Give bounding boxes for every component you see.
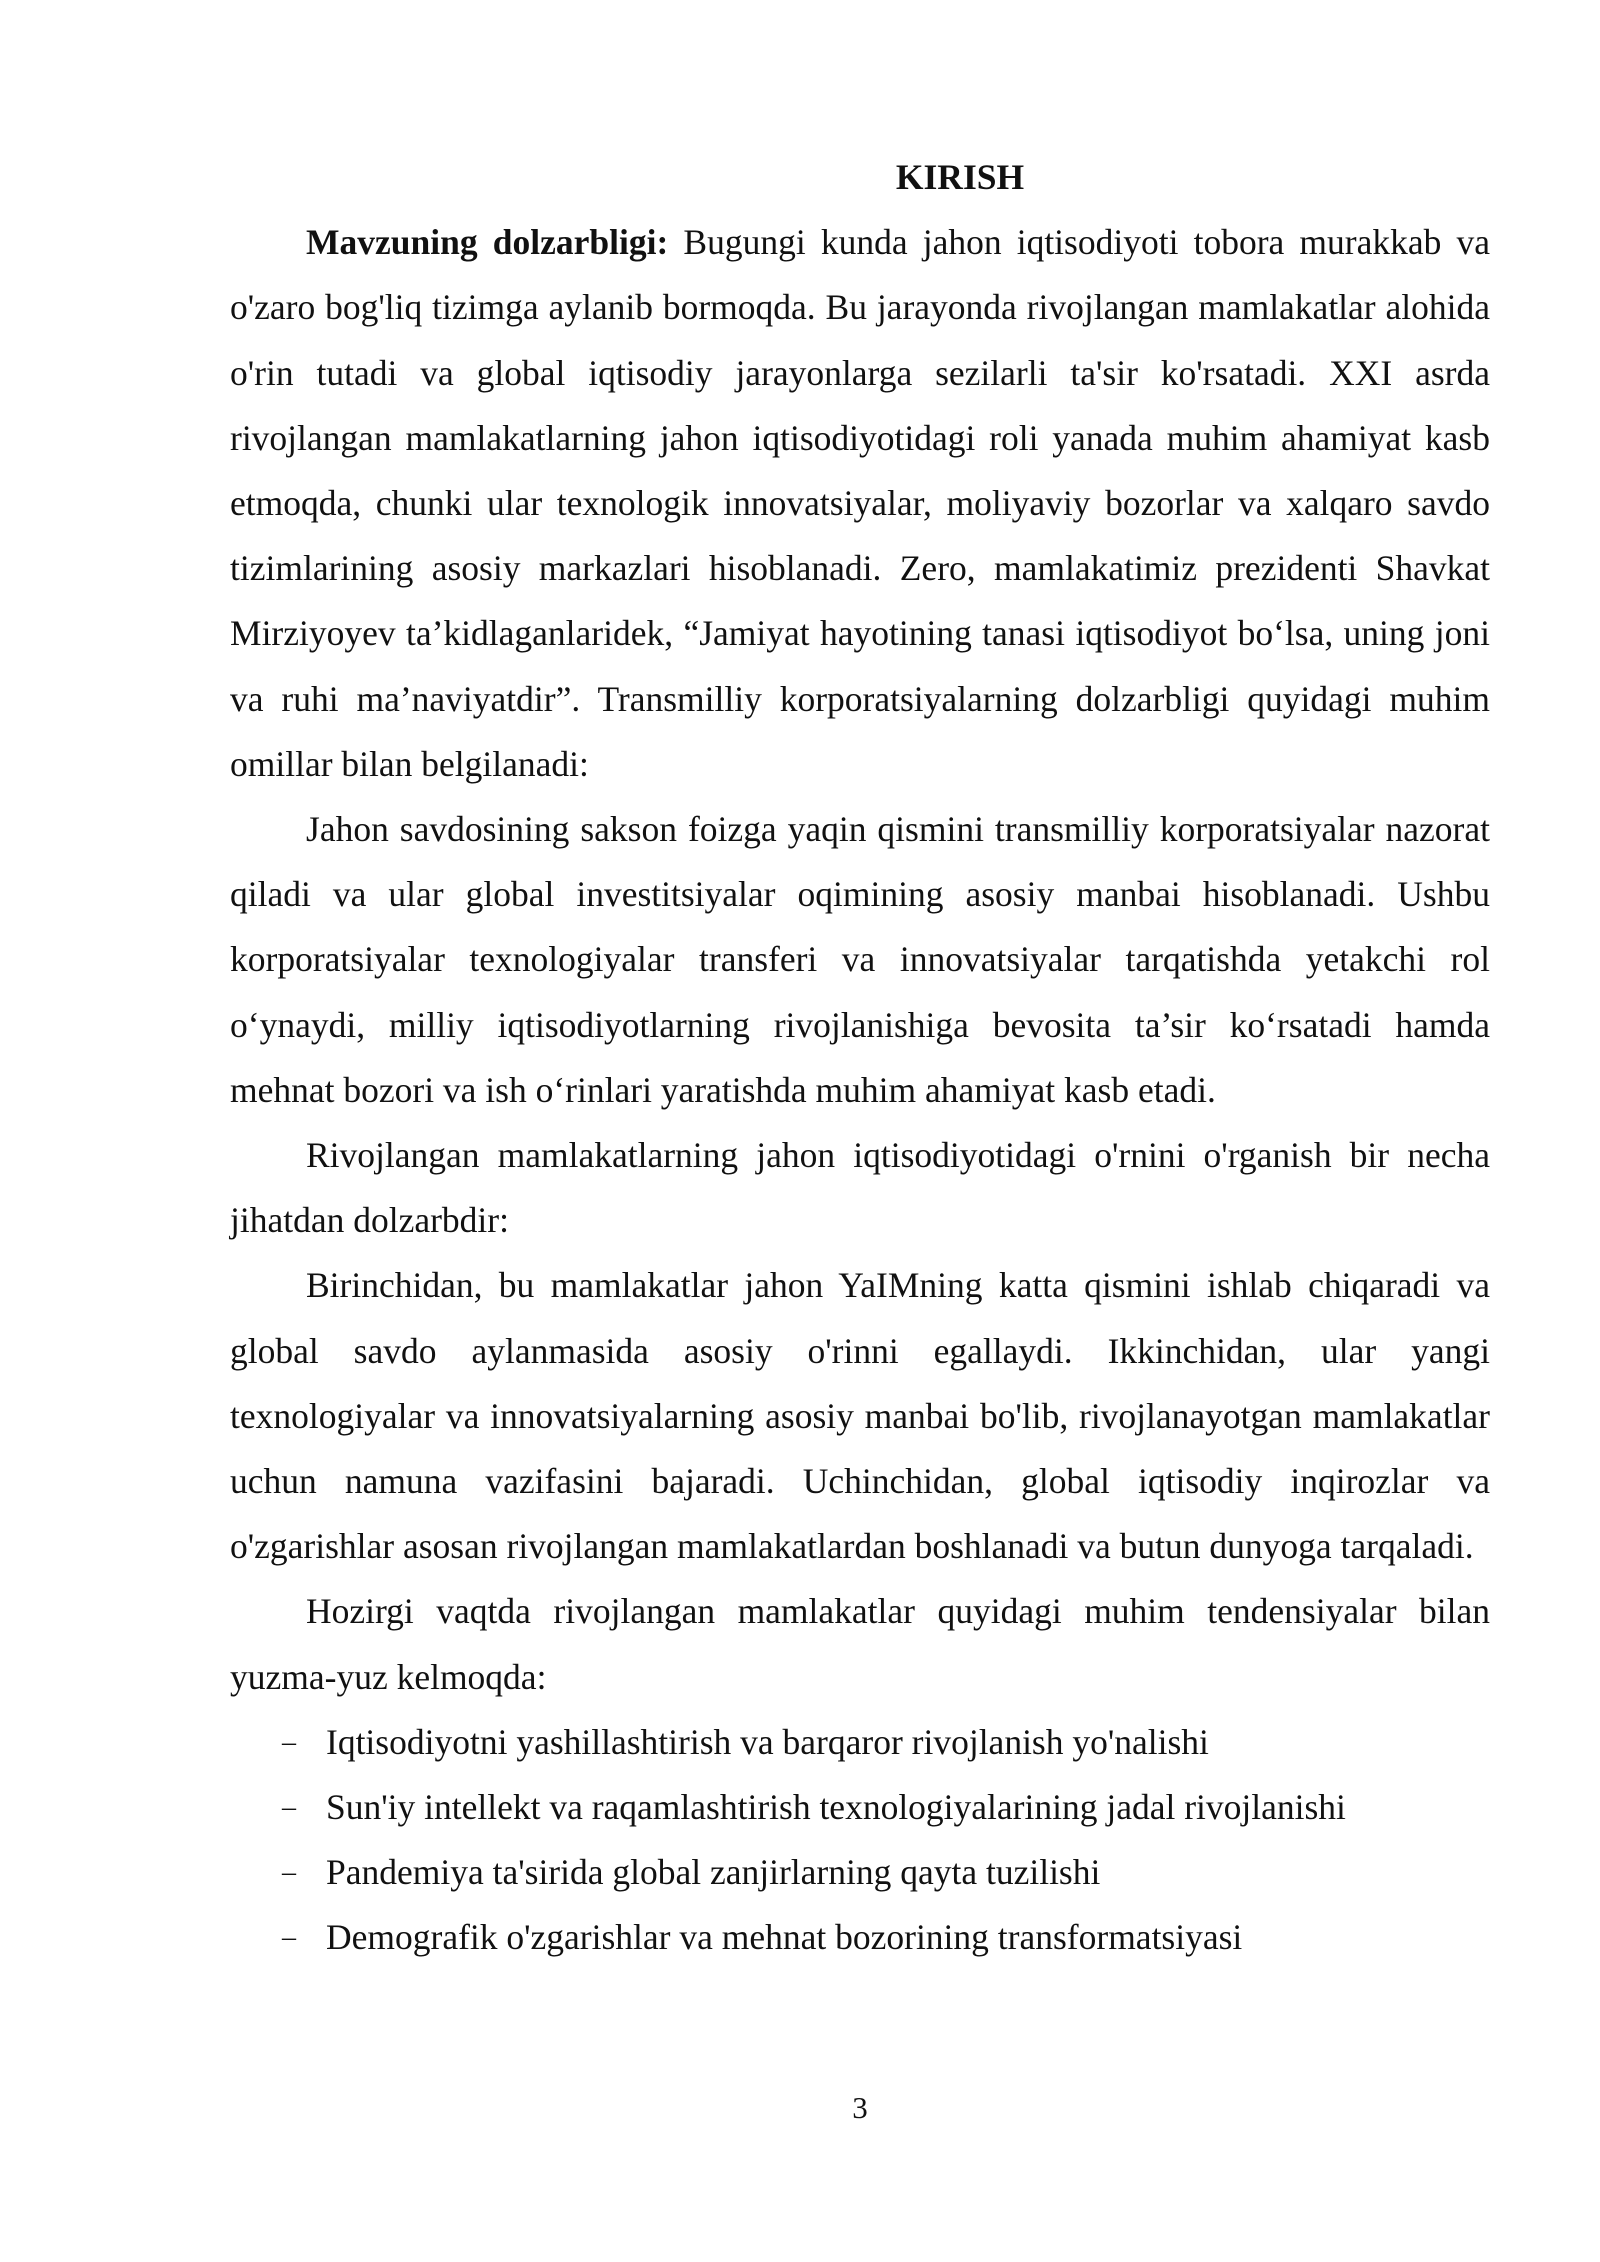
list-item	[230, 1775, 1490, 1840]
list-item-text: Demografik o'zgarishlar va mehnat bozorining transformatsiyasi	[326, 1917, 1243, 1958]
section-title: KIRISH	[895, 157, 1025, 197]
body-paragraph: Rivojlangan mamlakatlarning jahon iqtisodiyotidagi o'rnini o'rganish bir necha jihatdan dolzarbdir:	[230, 1135, 1490, 1241]
list-dash-marker: –	[282, 1792, 296, 1824]
body-paragraph: Jahon savdosining sakson foizga yaqin qismini transmilliy korporatsiyalar nazorat qiladi va ular global investitsiyalar oqimining asosiy manbai hisoblanadi. Ushbu korporatsiyalar texnologiyalar transferi va innovatsiyalar tarqatishda yetakchi rol o‘ynaydi, milliy iqtisodiyotlarning rivojlanishiga bevosita ta’sir ko‘rsatadi hamda mehnat bozori va ish o‘rinlari yaratishda muhim ahamiyat kasb etadi.	[230, 809, 1490, 1110]
list-item	[230, 1905, 1490, 1970]
list-item	[230, 1840, 1490, 1905]
body-paragraph: Hozirgi vaqtda rivojlangan mamlakatlar quyidagi muhim tendensiyalar bilan yuzma-yuz kelmoqda:	[230, 1591, 1490, 1697]
list-item-text: Iqtisodiyotni yashillashtirish va barqaror rivojlanish yo'nalishi	[326, 1721, 1209, 1762]
intro-text: Bugungi kunda jahon iqtisodiyoti tobora murakkab va o'zaro bog'liq tizimga aylanib bormoqda. Bu jarayonda rivojlangan mamlakatlar alohida o'rin tutadi va global iqtisodiy jarayonlarga sezilarli ta'sir ko'rsatadi. XXI asrda rivojlangan mamlakatlarning jahon iqtisodiyotidagi roli yanada muhim ahamiyat kasb etmoqda, chunki ular texnologik innovatsiyalar, moliyaviy bozorlar va xalqaro savdo tizimlarining asosiy markazlari hisoblanadi. Zero, mamlakatimiz prezidenti Shavkat Mirziyoyev ta’kidlaganlaridek, “Jamiyat hayotining tanasi iqtisodiyot bo‘lsa, uning joni va ruhi ma’naviyatdir”. Transmilliy korporatsiyalarning dolzarbligi quyidagi muhim omillar bilan belgilanadi:	[230, 222, 1490, 784]
intro-paragraph	[230, 210, 1490, 797]
page-number: 3	[852, 2090, 868, 2125]
page-body	[230, 145, 1490, 1971]
list-dash-marker: –	[282, 1726, 296, 1758]
body-paragraph: Birinchidan, bu mamlakatlar jahon YaIMning katta qismini ishlab chiqaradi va global savdo aylanmasida asosiy o'rinni egallaydi. Ikkinchidan, ular yangi texnologiyalar va innovatsiyalarning asosiy manbai bo'lib, rivojlanayotgan mamlakatlar uchun namuna vazifasini bajaradi. Uchinchidan, global iqtisodiy inqirozlar va o'zgarishlar asosan rivojlangan mamlakatlardan boshlanadi va butun dunyoga tarqaladi.	[230, 1265, 1490, 1567]
intro-lead: Mavzuning dolzarbligi:	[306, 222, 669, 263]
list-dash-marker: –	[282, 1857, 296, 1889]
list-item-text: Pandemiya ta'sirida global zanjirlarning qayta tuzilishi	[326, 1852, 1101, 1893]
list-item-text: Sun'iy intellekt va raqamlashtirish texnologiyalarining jadal rivojlanishi	[326, 1787, 1346, 1828]
list-item	[230, 1710, 1490, 1775]
tendencies-list	[230, 1710, 1490, 1971]
list-dash-marker: –	[282, 1922, 296, 1954]
